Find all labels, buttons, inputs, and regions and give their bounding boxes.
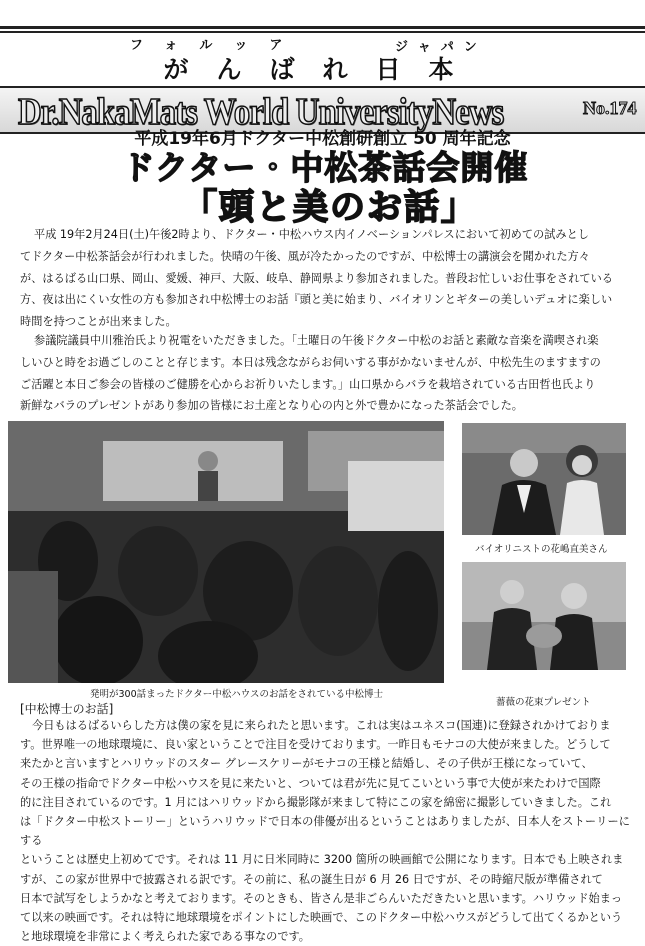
text-line: は「ドクター中松ストーリー」というハリウッドで日本の俳優が出るということはありましたが、日本人をストーリーにする bbox=[20, 815, 630, 848]
newsletter-title: がんばれ日本 bbox=[163, 55, 482, 84]
paragraph-telegram bbox=[20, 330, 630, 417]
text-line: が、はるばる山口県、岡山、愛媛、神戸、大阪、岐阜、静岡県より参加されました。普段お忙しいお仕事をされている bbox=[20, 271, 613, 285]
bouquet-photo bbox=[462, 562, 626, 670]
section-heading: [中松博士のお話] bbox=[20, 702, 114, 716]
text-line: 今日もはるばるいらした方は僕の家を見に来られたと思います。これは実はユネスコ(国連)に登録されかけておりま bbox=[32, 719, 611, 732]
text-line: 新鮮なバラのプレゼントがあり参加の皆様にお土産となり心の内と外で豊かになった茶話会でした。 bbox=[20, 399, 523, 413]
paragraph-story bbox=[20, 716, 630, 946]
ruby-right: ジャパン bbox=[395, 40, 487, 55]
main-photo-caption: 発明が300話まったドクター中松ハウスのお話をされている中松博士 bbox=[90, 689, 383, 700]
text-line: 日本で試写をしようかなと考えております。そのときも、皆さん是非ごらんいただきたいと思います。ハリウッド始まっ bbox=[20, 891, 623, 905]
text-line: 時間を持つことが出来ました。 bbox=[20, 315, 177, 329]
text-line: す。世界唯一の地球環境に、良い家ということで注目を受けております。一昨日もモナコの大使が来ました。どうして bbox=[20, 738, 611, 752]
bouquet-caption: 薔薇の花束プレゼント bbox=[496, 697, 591, 708]
article-subtitle: 平成19年6月ドクター中松創研創立 50 周年記念 bbox=[134, 129, 511, 149]
text-line: と地球環境を非常によく考えられた家である事なのです。 bbox=[20, 930, 310, 944]
text-line: 参議院議員中川雅治氏より祝電をいただきました。「土曜日の午後ドクター中松のお話と素敵な音楽を満喫され楽 bbox=[34, 334, 599, 347]
text-line: 的に注目されているのです。1 月にはハリウッドから撮影隊が来まして特にこの家を綿密に撮影していきました。これ bbox=[20, 795, 612, 809]
ruby-left: フォルッア bbox=[130, 38, 305, 53]
text-line: ご活躍と本日ご参会の皆様のご健勝を心からお祈りいたします。」山口県からバラを栽培されている古田哲也氏より bbox=[20, 377, 596, 391]
text-line: しいひと時をお過ごしのことと存じます。本日は残念ながらお伺いする事がかないませんが、中松先生のますますの bbox=[20, 355, 601, 369]
top-rule bbox=[0, 26, 645, 29]
violinist-caption: バイオリニストの花嶋直美さん bbox=[475, 544, 608, 555]
text-line: てドクター中松茶話会が行われました。快晴の午後、風が冷たかったのですが、中松博士の講演会を聞かれた方々 bbox=[20, 249, 590, 263]
article-headline-quote: 「頭と美のお話」 bbox=[181, 187, 478, 228]
top-rule-inner bbox=[0, 31, 645, 33]
paragraph-intro bbox=[20, 224, 630, 333]
text-line: 平成 19年2月24日(土)午後2時より、ドクター・中松ハウス内イノベーションパレスにおいて初めての試みとし bbox=[34, 228, 589, 241]
text-line: 来たかと言いますとハリウッドのスター グレースケリーがモナコの王様と結婚し、その子供が王様になっていて、 bbox=[20, 757, 593, 771]
text-line: すが、この家が世界中で披露される訳です。その前に、私の誕生日が 6 月 26 日ですが、その時縮尺版が準備されて bbox=[20, 872, 603, 886]
text-line: その王様の指命でドクター中松ハウスを見に来たいと、ついては君が先に見てこいという事で大使が来たわけで国際 bbox=[20, 776, 601, 790]
masthead-title: Dr.NakaMats World UniversityNews bbox=[18, 91, 504, 133]
text-line: 方、夜は出にくい女性の方も参加され中松博士のお話『頭と美に始まり、バイオリンとギターの美しいデュオに楽しい bbox=[20, 293, 613, 307]
violinist-photo bbox=[462, 423, 626, 535]
text-line: て以来の映画です。それは特に地球環境をポイントにした映画で、このドクター中松ハウスがどうして出てくるかという bbox=[20, 911, 623, 925]
text-line: ということは歴史上初めてです。それは 11 月に日米同時に 3200 箇所の映画館で公開になります。日本でも上映されま bbox=[20, 853, 624, 867]
issue-number: No.174 bbox=[583, 98, 637, 118]
main-photo bbox=[8, 421, 444, 683]
article-headline: ドクター・中松茶話会開催 bbox=[121, 148, 529, 187]
